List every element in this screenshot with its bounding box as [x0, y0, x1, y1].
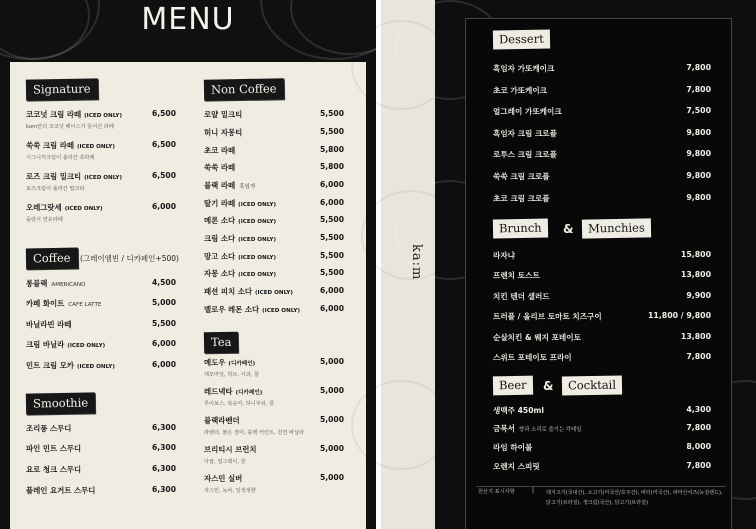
coffee-item: 롱블랙 AMERICANO 4,500: [26, 278, 176, 288]
tea-item: 자스민 실버 자스민, 녹차, 잎색생향 5,000: [204, 473, 344, 494]
origin-label: 원산지 표시사항: [478, 489, 515, 495]
smoothie-item: 파인 민트 스무디 6,300: [26, 443, 176, 453]
dessert-item: 쑥쑥 크림 크로플 9,800: [493, 171, 711, 181]
coffee-heading: Coffee: [26, 248, 78, 270]
ampersand: &: [543, 379, 554, 393]
tea-item: 브리티시 브런치 아쌈, 얼그레이, 꿀 5,000: [204, 444, 344, 465]
signature-heading: Signature: [26, 78, 98, 100]
beer-item: 오렌지 스피릿 7,800: [493, 461, 711, 471]
dessert-item: 로투스 크림 크로플 9,800: [493, 149, 711, 159]
coffee-item: 바닐라빈 라떼 5,500: [26, 319, 176, 329]
tea-heading: Tea: [204, 332, 239, 354]
cocktail-heading: Cocktail: [562, 375, 622, 395]
coffee-item: 민트 크림 모카 (ICED ONLY) 6,000: [26, 360, 176, 370]
smoothie-item: 조리퐁 스무디 6,300: [26, 423, 176, 433]
brunch-item: 프렌치 토스트 13,800: [493, 270, 711, 280]
smoothie-item: 요로 청크 스무디 6,300: [26, 464, 176, 474]
smoothie-item: 플레인 요거트 스무디 6,300: [26, 485, 176, 495]
brunch-heading: Brunch: [493, 219, 548, 239]
ampersand: &: [563, 222, 574, 236]
non-coffee-item: 망고 소다 (ICED ONLY) 5,500: [204, 251, 344, 261]
dessert-item: 얼그레이 가또케이크 7,500: [493, 106, 711, 116]
beer-item: 라임 하이볼 8,000: [493, 442, 711, 452]
brand-logo: ka:m: [409, 243, 424, 281]
signature-item: 코코넛 크림 라떼 (ICED ONLY) kam만의 코코넛 베이스가 들어간 라떼 6,500: [26, 109, 176, 130]
non-coffee-item: 딸기 라떼 (ICED ONLY) 6,000: [204, 198, 344, 208]
non-coffee-item: 쑥쑥 라떼 5,800: [204, 162, 344, 172]
dessert-item: 흑임자 크림 크로플 9,800: [493, 128, 711, 138]
non-coffee-item: 패션 피치 소다 (ICED ONLY) 6,000: [204, 286, 344, 296]
smoothie-heading: Smoothie: [26, 392, 96, 414]
brunch-item: 스위트 포테이토 프라이 7,800: [493, 352, 711, 362]
non-coffee-item: 블랙 라떼 흑임자 6,000: [204, 180, 344, 190]
dessert-heading: Dessert: [493, 30, 550, 50]
tea-item: 블랙라벤더 라벤더, 붉은 장미, 블랙 커런트, 천연 바닐라 5,000: [204, 415, 344, 436]
non-coffee-item: 자몽 소다 (ICED ONLY) 5,500: [204, 268, 344, 278]
brunch-item: 치킨 텐더 샐러드 9,900: [493, 291, 711, 301]
coffee-item: 카페 화이트 CAFE LATTE 5,000: [26, 298, 176, 308]
non-coffee-item: 허니 자몽티 5,500: [204, 127, 344, 137]
signature-item: 쑥쑥 크림 라떼 (ICED ONLY) 시그니처크림이 올라간 쑥라떼 6,500: [26, 140, 176, 161]
brunch-item: 순살치킨 & 웨지 포테이토 13,800: [493, 332, 711, 342]
tea-item: 메도우 (디카페인) 캐모마일, 허브, 사과, 꿀 5,000: [204, 357, 344, 378]
non-coffee-item: 멜로우 레몬 소다 (ICED ONLY) 6,000: [204, 304, 344, 314]
dessert-item: 초코 크림 크로플 9,800: [493, 193, 711, 203]
beer-item: 금목서 향과 소리로 즐기는 칵테일 7,800: [493, 423, 711, 433]
non-coffee-item: 로얄 밀크티 5,500: [204, 109, 344, 119]
origin-separator: |: [532, 487, 535, 494]
dessert-item: 흑임자 가또케이크 7,800: [493, 63, 711, 73]
non-coffee-item: 크림 소다 (ICED ONLY) 5,500: [204, 233, 344, 243]
menu-title: MENU: [141, 2, 235, 37]
non-coffee-heading: Non Coffee: [204, 78, 284, 100]
brunch-item: 라자냐 15,800: [493, 250, 711, 260]
tea-item: 레드넥타 (디카페인) 루이보스, 복숭아, 허니부쉬, 꿀 5,000: [204, 386, 344, 407]
brunch-item: 트러플 / 올리브 토마토 치즈구이 11,800 / 9,800: [493, 311, 711, 321]
beer-heading: Beer: [493, 376, 533, 396]
beer-item: 생맥주 450ml 4,300: [493, 405, 711, 415]
munchies-heading: Munchies: [582, 218, 651, 238]
origin-text: 돼지고기(국내산), 소고기(미국산/호주산), 버터(미국산), 파마산치즈(뉴질랜드), 닭고기(브라질), 생크림(국산), 닭고기(브라질): [546, 490, 723, 506]
origin-divider: [476, 486, 726, 487]
non-coffee-item: 메론 소다 (ICED ONLY) 5,500: [204, 215, 344, 225]
coffee-item: 크림 바닐라 (ICED ONLY) 6,000: [26, 339, 176, 349]
non-coffee-item: 초코 라떼 5,800: [204, 145, 344, 155]
coffee-note: (그레이엠빈 / 디카페인+500): [80, 254, 179, 263]
dessert-item: 초코 가또케이크 7,800: [493, 85, 711, 95]
signature-item: 로즈 크림 밀크티 (ICED ONLY) 로즈크림이 올라간 밀크티 6,500: [26, 171, 176, 192]
signature-item: 오레그랏세 (ICED ONLY) 돌랏식 연유라떼 6,000: [26, 202, 176, 223]
